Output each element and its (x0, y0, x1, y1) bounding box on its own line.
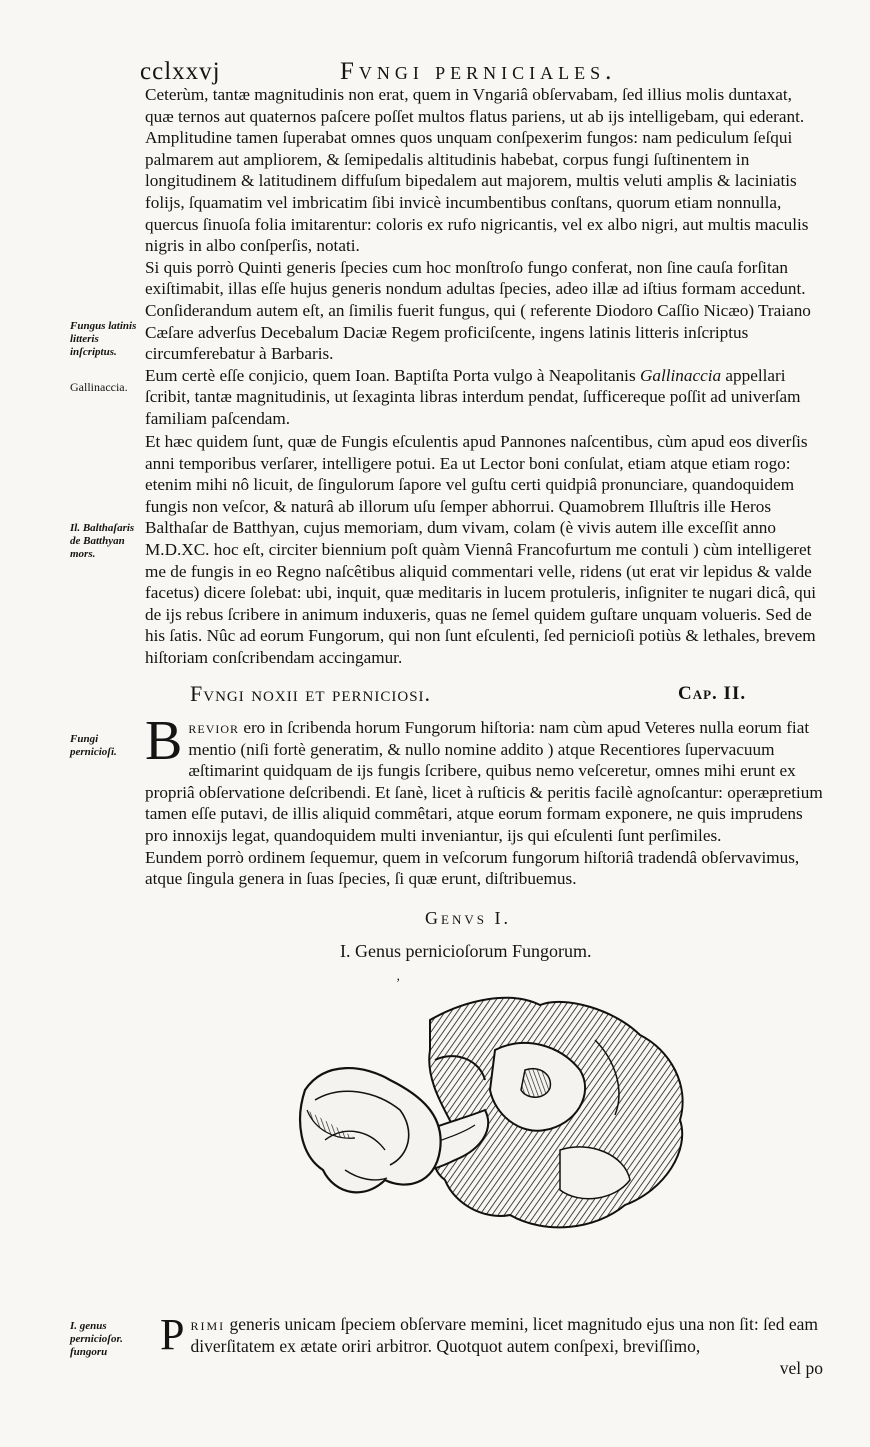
paragraph: Conſiderandum autem eſt, an ſimilis fuerit fungus, qui ( referente Diodoro Caſſio Nicæo) Traiano Cæſare adverſus Decebalum Daciæ Regem proficiſcente, ingens latinis litteris inſcriptus circumferebatur à Barbaris. (145, 300, 811, 364)
paragraph: Eundem porrò ordinem ſequemur, quem in veſcorum fungorum hiſtoriâ tradendâ obſervavimus, atque ſingula genera in ſuas ſpecies, ſi quæ erunt, diſtribuemus. (145, 847, 800, 889)
page-folio: cclxxvj (140, 58, 221, 85)
drop-cap: B (145, 710, 183, 772)
paragraph: Primi generis unicam ſpeciem obſervare memini, licet magnitudo ejus una non ſit: ſed eam diverſitatem ex ætate oriri arbitror. Quotquot autem conſpexi, breviſſimo, (160, 1310, 819, 1359)
paragraph: Ceterùm, tantæ magnitudinis non erat, quem in Vngariâ obſervabam, ſed illius molis duntaxat, quæ ternos aut quaternos paſcere poſſet multos flatus pariens, ut ab ijs intelligebam, qui ederant. Amplitudine tamen ſuperabat omnes quos unquam conſpexerim fungos: nam pediculum ſeſqui palmarem aut ampliorem, & ſemipedalis altitudinis habebat, corpus fungi ſuſtinentem in longitudinem & latitudinem diffuſum bipedalem aut majorem, multis veluti amplis & laciniatis folijs, ſquamatim vel imbricatim ſibi invicè incumbentibus conſtans, quorum etiam nonnulla, quercus ſinuoſa folia imitarentur: coloris ex rufo nigricantis, vel ex albo nigri, aut multis maculis nigris in albo conſperſis, notati. (145, 85, 809, 256)
text-block-genus-one (160, 1310, 823, 1379)
drop-cap: P (160, 1310, 185, 1359)
margin-note-balthasar: Il. Balthaſaris de Batthyan mors. (70, 522, 135, 560)
text-block-chapter (145, 710, 823, 890)
catchword: vel po (779, 1358, 823, 1378)
chapter-number: Cap. II. (678, 683, 747, 704)
margin-note-genus-one: I. genus pernicioſor. fungoru (70, 1320, 123, 1358)
paragraph: Si quis porrò Quinti generis ſpecies cum hoc monſtroſo fungo conferat, non ſine cauſa forſitan exiſtimabit, illas eſſe hujus generis nondum adultas ſpecies, adeo illæ ad iſtius formam accedunt. (145, 257, 806, 299)
fungus-woodcut-illustration (295, 990, 705, 1245)
genus-heading: Genvs I. (425, 908, 511, 928)
section-title: Fvngi noxii et perniciosi. (190, 681, 432, 706)
margin-note-gallinaccia: Gallinaccia. (70, 380, 128, 394)
paragraph: Eum certè eſſe conjicio, quem Ioan. Baptiſta Porta vulgo à Neapolitanis Gallinaccia appellari ſcribit, tantæ magnitudinis, ut ſexaginta libras interdum pendat, ſufficereque poſſit ad univerſam familiam paſcendam. (145, 365, 801, 428)
paragraph: Et hæc quidem ſunt, quæ de Fungis eſculentis apud Pannones naſcentibus, cùm apud eos diverſis anni temporibus verſarer, intelligere potui. Ea ut Lector boni conſulat, etiam atque etiam rogo: etenim mihi nô licuit, de ſingulorum ſapore vel guſtu certi quidpiâ pronunciare, quandoquidem fungis non veſcor, & naturâ ab illorum uſu ſemper abhorrui. Quamobrem Illuſtris ille Heros Balthaſar de Batthyan, cujus memoriam, dum vivam, colam (è vivis autem ille exceſſit anno M.D.XC. hoc eſt, circiter biennium poſt quàm Viennâ Francofurtum me contuli ) cùm intelligeret me de fungis in eo Regno naſcêtibus aliquid commentari velle, ridens (ut erat vir lepidus & valde facetus) dicere ſolebat: ubi, inquit, quæ meditaris in lucem protuleris, inſigniter te nugari dicâ, qui de ijs rebus ſcribere in animum induxeris, quas ne ſemel quidem guſtare unquam volueris. Sed de his ſatis. Nûc ad eorum Fungorum, qui non ſunt eſculenti, ſed pernicioſi potiùs & lethales, brevem hiſtoriam conſcribendam accingamur. (145, 432, 817, 667)
paragraph: Brevior ero in ſcribenda horum Fungorum hiſtoria: nam cùm apud Veteres nulla eorum fiat mentio (niſi fortè generatim, & nullo nomine addito ) atque Recentiores ſupervacuum æſtimarint quidquam de ijs fungis ſcribere, quibus nemo veſceretur, omnes mihi erunt ex propriâ obſervatione deſcribendi. Et ſanè, licet à ruſticis & peritis facilè agnoſcantur: operæpretium tamen eſſe putavi, de illis aliquid commêtari, atque eorum formam exponere, ne quis imprudens pro innoxijs legat, quandoquidem multi inveniantur, ijs qui eſculenti ſunt perſimiles. (145, 710, 823, 845)
running-title: Fvngi perniciales. (340, 58, 617, 85)
margin-note-fungus-inscribed: Fungus latinis litteris inſcriptus. (70, 320, 137, 358)
margin-note-fungi-perniciosi: Fungi pernicioſi. (70, 733, 117, 758)
printer-mark: ʼ (396, 975, 401, 990)
figure-caption: I. Genus pernicioſorum Fungorum. (340, 941, 592, 961)
text-block-intro (145, 84, 823, 430)
text-block-conclusion (145, 431, 823, 669)
